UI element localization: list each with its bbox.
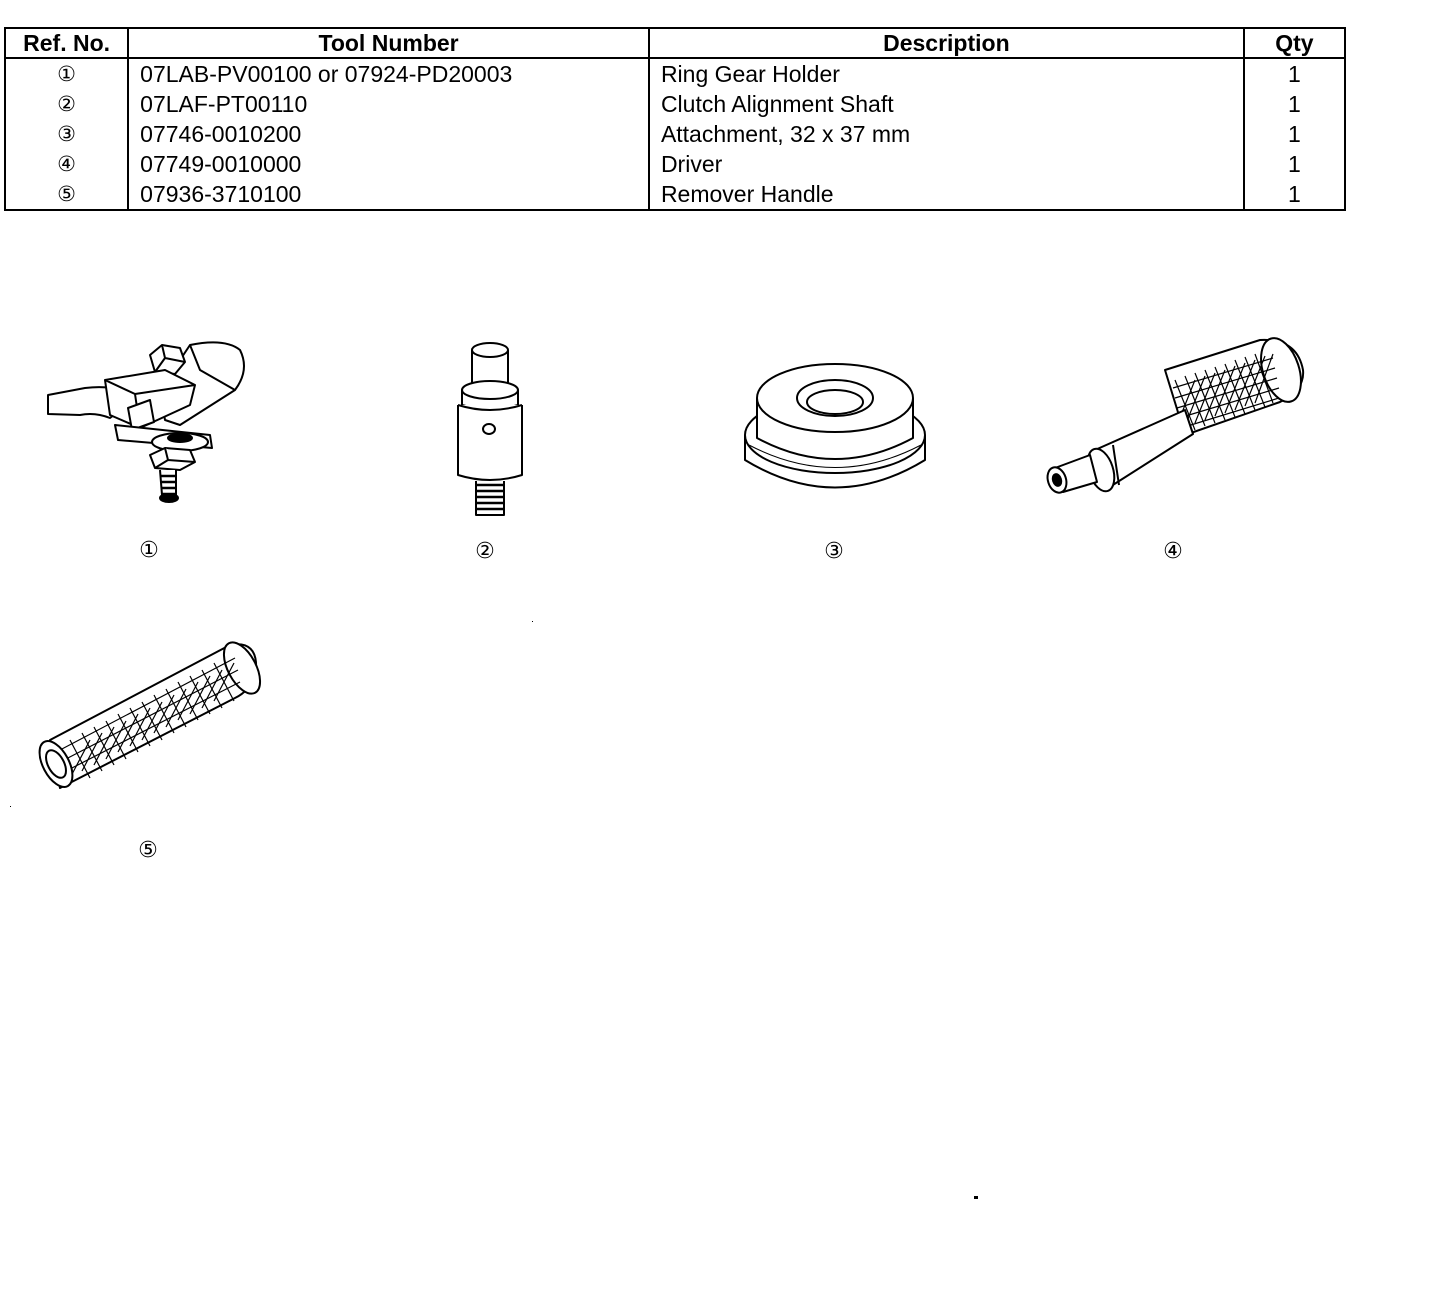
cell-tool-number: 07936-3710100 (128, 179, 649, 210)
cell-qty: 1 (1244, 119, 1345, 149)
table-row (5, 149, 1345, 179)
figure-label: ③ (824, 539, 844, 564)
figure-attachment (735, 340, 945, 564)
figure-remover-handle (30, 630, 270, 863)
figure-label: ① (139, 538, 159, 563)
figure-label: ② (475, 539, 495, 564)
table-header-row (5, 28, 1345, 58)
special-tools-table (4, 27, 1346, 211)
cell-qty: 1 (1244, 149, 1345, 179)
cell-ref: ③ (5, 119, 128, 149)
header-tool-number: Tool Number (128, 28, 649, 58)
figure-driver (1035, 330, 1315, 564)
clutch-alignment-shaft-icon (440, 335, 540, 525)
header-description: Description (649, 28, 1244, 58)
figure-label: ⑤ (138, 838, 158, 863)
cell-ref: ① (5, 58, 128, 89)
remover-handle-icon (30, 630, 270, 800)
figure-ring-gear-holder (40, 330, 270, 563)
attachment-ring-icon (735, 340, 945, 520)
scan-speck (974, 1196, 978, 1199)
cell-qty: 1 (1244, 58, 1345, 89)
driver-icon (1035, 330, 1315, 520)
cell-tool-number: 07LAF-PT00110 (128, 89, 649, 119)
header-qty: Qty (1244, 28, 1345, 58)
scan-speck (10, 806, 11, 807)
header-ref-no: Ref. No. (5, 28, 128, 58)
cell-tool-number: 07749-0010000 (128, 149, 649, 179)
cell-tool-number: 07746-0010200 (128, 119, 649, 149)
cell-ref: ② (5, 89, 128, 119)
cell-description: Ring Gear Holder (649, 58, 1244, 89)
cell-description: Driver (649, 149, 1244, 179)
cell-ref: ④ (5, 149, 128, 179)
cell-description: Clutch Alignment Shaft (649, 89, 1244, 119)
figure-clutch-alignment-shaft (440, 335, 540, 564)
cell-description: Attachment, 32 x 37 mm (649, 119, 1244, 149)
cell-qty: 1 (1244, 89, 1345, 119)
cell-description: Remover Handle (649, 179, 1244, 210)
figure-label: ④ (1163, 539, 1183, 564)
cell-ref: ⑤ (5, 179, 128, 210)
table-row (5, 58, 1345, 89)
cell-qty: 1 (1244, 179, 1345, 210)
ring-gear-holder-icon (40, 330, 270, 520)
table-row (5, 89, 1345, 119)
cell-tool-number: 07LAB-PV00100 or 07924-PD20003 (128, 58, 649, 89)
scan-speck (532, 621, 533, 622)
table-row (5, 179, 1345, 210)
table-row (5, 119, 1345, 149)
